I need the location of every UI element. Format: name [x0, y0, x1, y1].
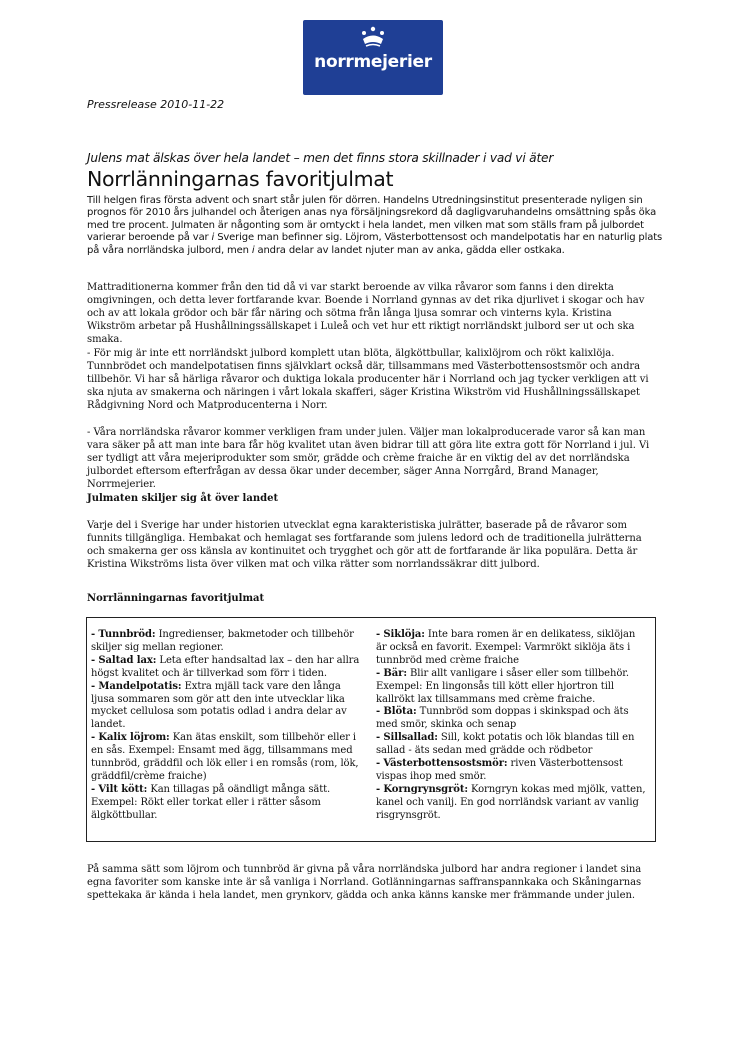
lead-paragraph: [87, 195, 667, 257]
food-item: - Kalix löjrom: Kan ätas enskilt, som tillbehör eller i en sås. Exempel: Ensamt med ägg, tillsammans med tunnbröd, gräddfil och lök eller i en romsås (rom, lök, gräddfil/crème fraiche): [91, 732, 359, 782]
crown-icon: [359, 26, 387, 48]
lead-text: Sverige man befinner sig. Löjrom, Västerbottensost och mandelpotatis har en naturlig plats på våra norrländska julbord, men: [87, 232, 663, 256]
food-item: - Västerbottensostsmör: riven Västerbottensost vispas ihop med smör.: [376, 758, 623, 782]
page-title: Norrlänningarnas favoritjulmat: [87, 167, 394, 191]
body-paragraph: Varje del i Sverige har under historien utvecklat egna karakteristiska julrätter, baserade på de råvaror som funnits tillgängliga. Hembakat och hemlagat ses fortfarande som julens ledord och de traditionella julrätterna och smakerna ger oss känsla av kontinuitet och trygghet och gör att de fortfarande är lika populära. Detta är Kristina Wikströms lista över vilken mat och vilka rätter som norrlandssäkrar ditt julbord.: [87, 520, 642, 570]
kicker-heading: Julens mat älskas över hela landet – men det finns stora skillnader i vad vi äter: [87, 151, 554, 165]
logo-wordmark: norrmejerier: [314, 52, 432, 72]
food-item: - Siklöja: Inte bara romen är en delikatess, siklöjan är också en favorit. Exempel: Varmrökt siklöja äts i tunnbröd med crème fraiche: [376, 629, 636, 666]
body-paragraph: På samma sätt som löjrom och tunnbröd är givna på våra norrländska julbord har andra regioner i landet sina egna favoriter som kanske inte är så vanliga i Norrland. Gotlänningarnas saffranspannkaka och Skåningarnas spettekaka är kända i hela landet, men grynkorv, gädda och anka känns kanske mer främmande under julen.: [87, 864, 642, 901]
food-item: - Bär: Blir allt vanligare i såser eller som tillbehör. Exempel: En lingonsås till kött eller hjortron till kallrökt lax tillsammans med crème fraiche.: [376, 667, 629, 705]
lead-italic: i: [211, 232, 215, 244]
norrmejerier-logo: [303, 20, 443, 95]
food-item: - Blöta: Tunnbröd som doppas i skinkspad och äts med smör, skinka och senap: [376, 706, 629, 731]
section-heading: Norrlänningarnas favoritjulmat: [87, 593, 265, 604]
body-paragraph: - För mig är inte ett norrländskt julbord komplett utan blöta, älgköttbullar, kalixlöjrom och rökt kalixlöja. Tunnbrödet och mandelpotatisen finns självklart också där, tillsammans med Västerbottensostsmör och andra tillbehör. Vi har så härliga råvaror och duktiga lokala producenter här i Norrland och jag tycker verkligen att vi ska njuta av smakerna och näringen i vårt lokala skafferi, säger Kristina Wikström vid Hushållningssällskapet Rådgivning Nord och Matproducenterna i Norr.: [87, 348, 649, 411]
food-item: - Saltad lax: Leta efter handsaltad lax – den har allra högst kvalitet och är tillverkad som förr i tiden.: [91, 654, 360, 679]
box-left-column: [91, 629, 363, 823]
lead-text: andra delar av landet njuter man av anka, gädda eller ostkaka.: [254, 244, 565, 256]
section-heading: Julmaten skiljer sig åt över landet: [87, 493, 279, 504]
food-item: - Korngrynsgröt: Korngryn kokas med mjölk, vatten, kanel och vanilj. En god norrländsk variant av vanlig risgrynsgröt.: [376, 783, 646, 821]
lead-italic: i: [251, 244, 255, 256]
body-paragraph: - Våra norrländska råvaror kommer verkligen fram under julen. Väljer man lokalproducerade varor så kan man vara säker på att man inte bara får hög kvalitet utan även bidrar till att göra lite extra gott för Norrland i jul. Vi ser tydligt att våra mejeriprodukter som smör, grädde och crème fraiche är en viktig del av det norrländska julbordet eftersom efterfrågan av dessa ökar under december, säger Anna Norrgård, Brand Manager, Norrmejerier.: [87, 427, 650, 490]
food-item: - Vilt kött: Kan tillagas på oändligt många sätt. Exempel: Rökt eller torkat eller i rätter såsom älgköttbullar.: [91, 783, 331, 821]
body-paragraph: Mattraditionerna kommer från den tid då vi var starkt beroende av vilka råvaror som fanns i den direkta omgivningen, och detta lever fortfarande kvar. Boende i Norrland gynnas av det rika djurlivet i skogar och hav och av att lokala grödor och bär får näring och sötma från långa ljusa somrar och vinterns kyla. Kristina Wikström arbetar på Hushållningssällskapet i Luleå och vet hur ett riktigt norrländskt julbord ser ut och ska smaka.: [87, 282, 645, 345]
box-right-column: [376, 629, 648, 823]
press-release-date: Pressrelease 2010-11-22: [87, 98, 225, 111]
favorite-food-box: [86, 617, 656, 842]
food-item: - Mandelpotatis: Extra mjäll tack vare den långa ljusa sommaren som gör att den inte utvecklar lika mycket cellulosa som potatis odlad i andra delar av landet.: [91, 680, 347, 731]
lead-text: Till helgen firas första advent och snart står julen för dörren. Handelns Utredningsinstitut presenterade nyligen sin prognos för 2010 års julhandel och återigen anas nya försäljningsrekord då dagligvaruhandelns omsättning spås öka med tre procent. Julmaten är någonting som är omtyckt i hela landet, men vilken mat som ställs fram på julbordet varierar beroende på var: [87, 195, 657, 244]
food-item: - Tunnbröd: Ingredienser, bakmetoder och tillbehör skiljer sig mellan regioner.: [91, 629, 354, 653]
food-item: - Sillsallad: Sill, kokt potatis och lök blandas till en sallad - äts sedan med grädde och rödbetor: [376, 732, 635, 757]
